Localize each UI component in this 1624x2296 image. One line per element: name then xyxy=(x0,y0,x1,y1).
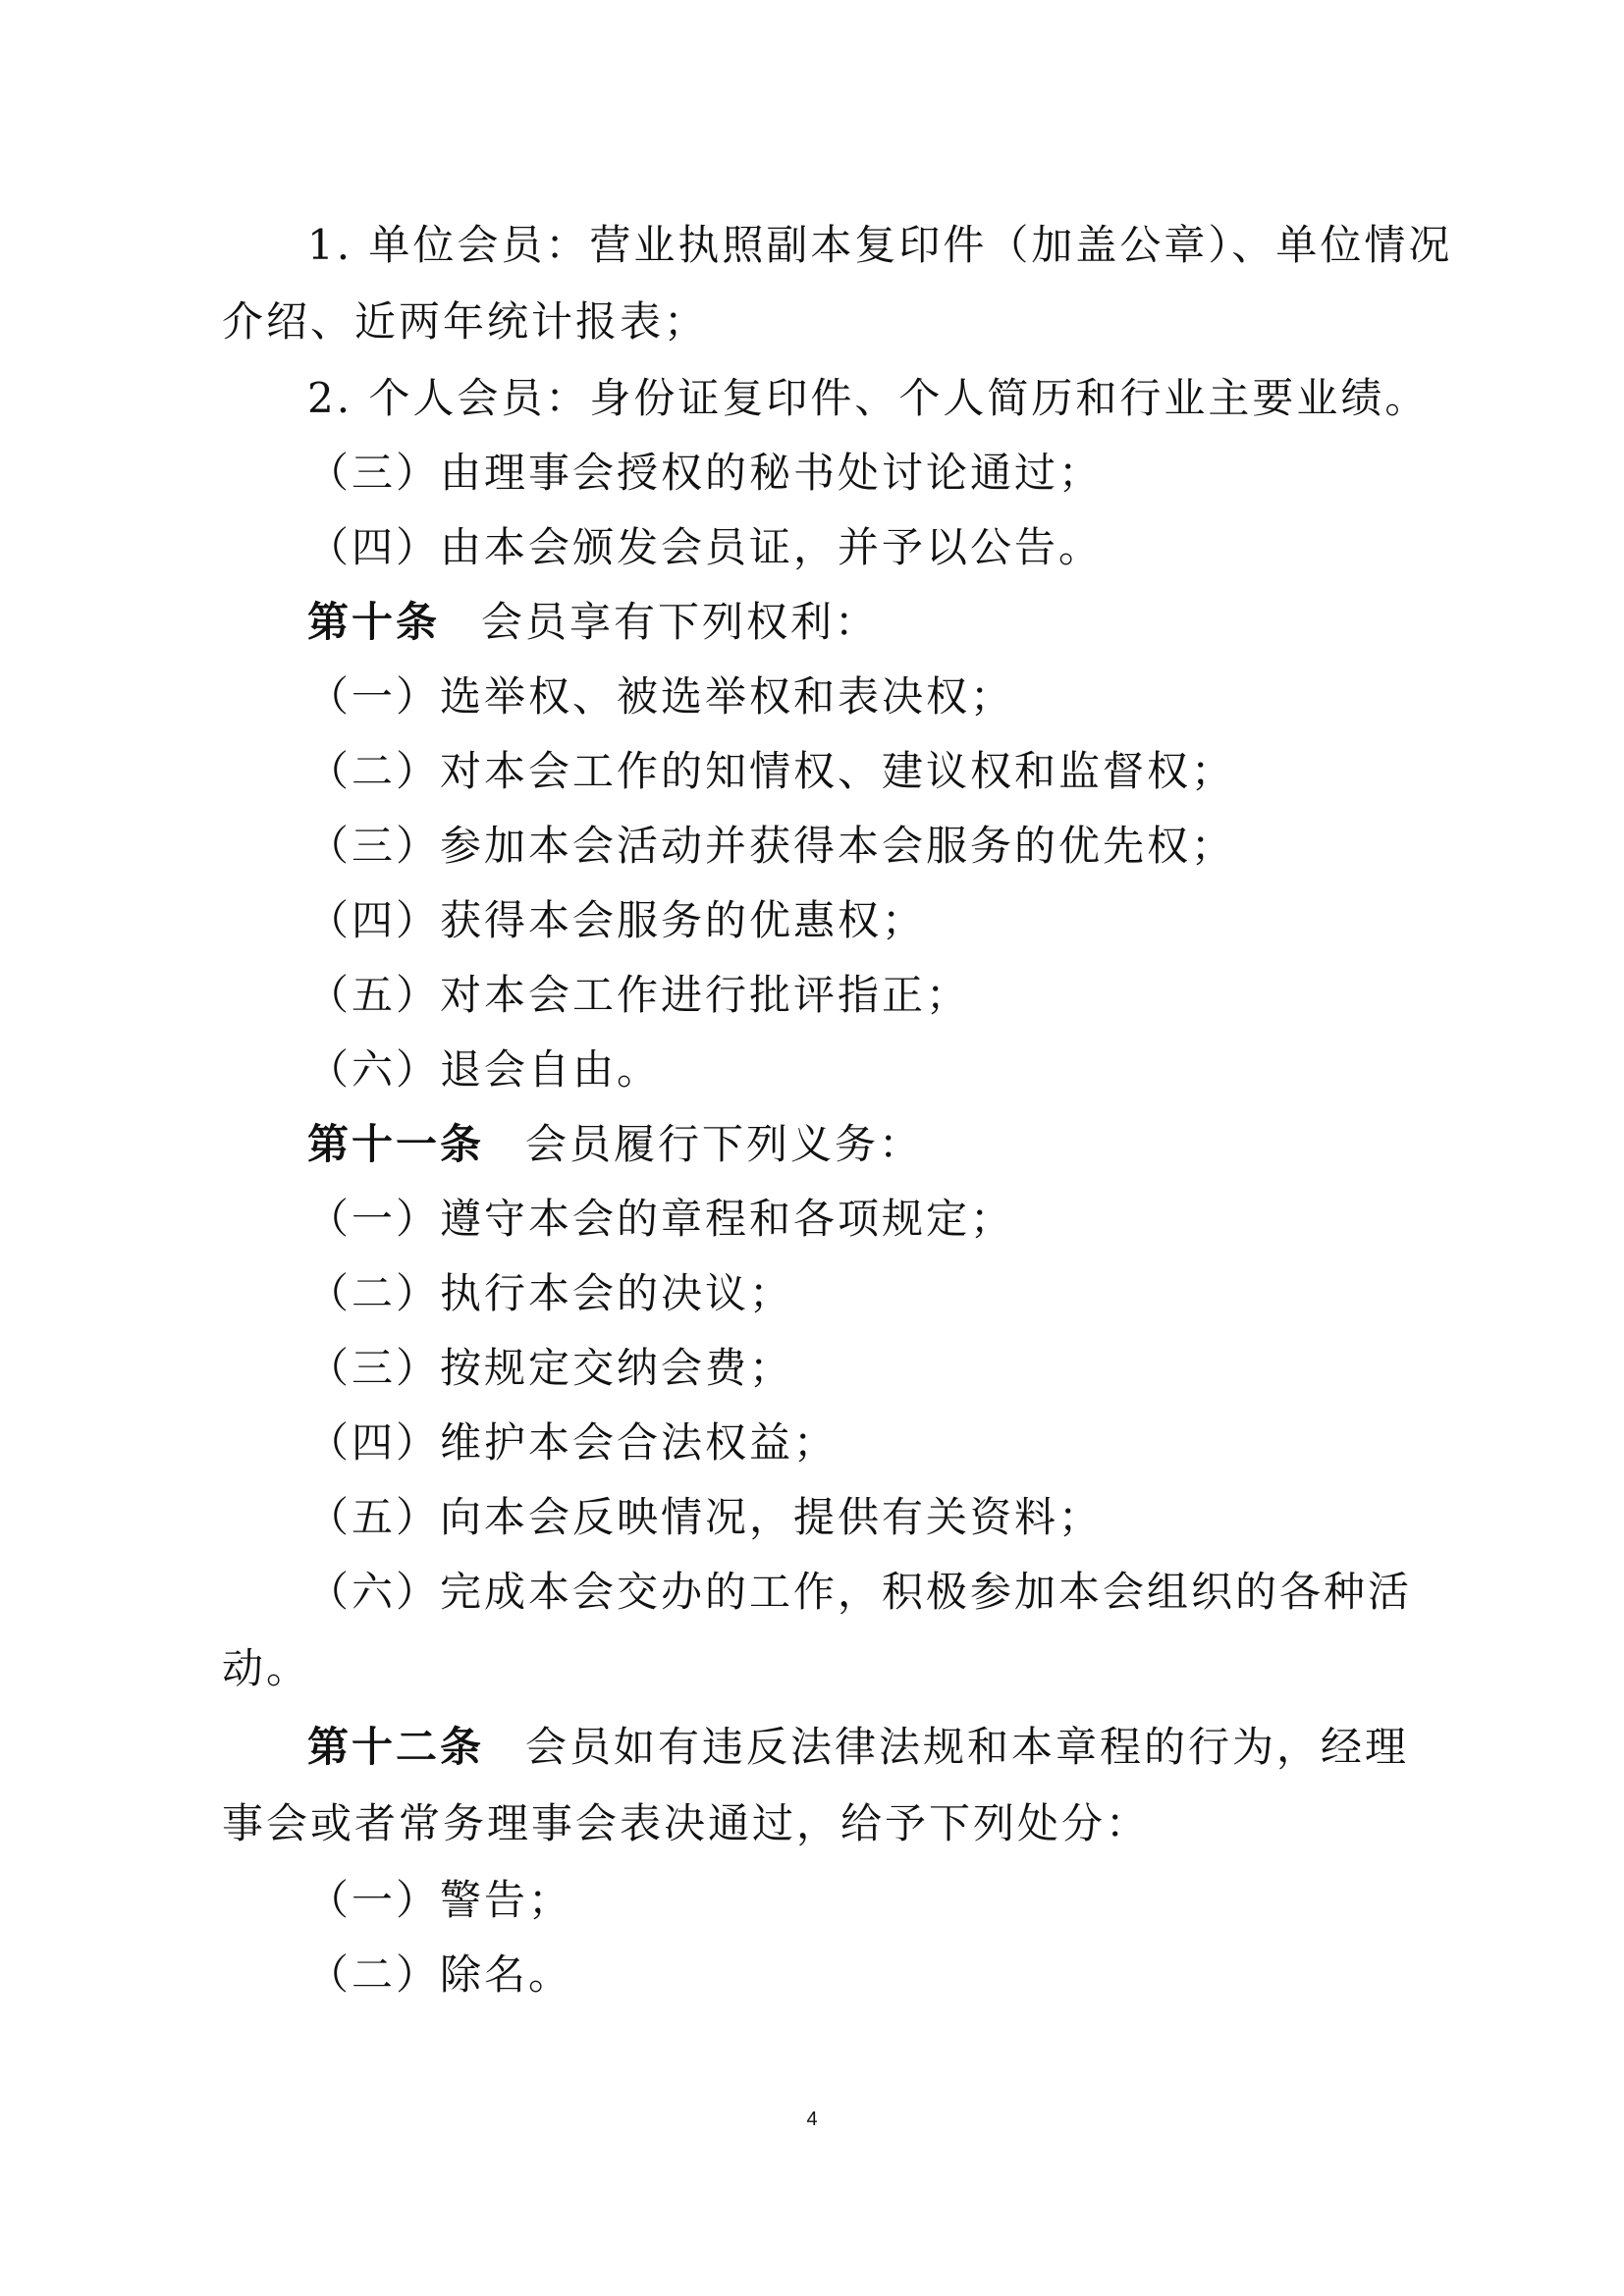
line-text: 会员履行下列义务： xyxy=(525,1120,924,1168)
article-11-heading xyxy=(0,1115,1624,1174)
clause-4-certificate xyxy=(0,518,1624,577)
line-text: （一）警告； xyxy=(307,1876,573,1924)
obligation-2 xyxy=(0,1264,1624,1323)
penalty-2 xyxy=(0,1946,1624,2004)
right-2 xyxy=(0,742,1624,801)
obligation-4 xyxy=(0,1414,1624,1472)
article-10-heading xyxy=(0,593,1624,652)
article-12-continued xyxy=(0,1794,1624,1853)
line-text: （二）执行本会的决议； xyxy=(307,1269,794,1317)
line-text: （六）退会自由。 xyxy=(307,1045,662,1094)
line-text: （四）由本会颁发会员证，并予以公告。 xyxy=(307,523,1104,571)
line-text: （五）对本会工作进行批评指正； xyxy=(307,971,971,1019)
penalty-1 xyxy=(0,1871,1624,1930)
line-text: （四）维护本会合法权益； xyxy=(307,1418,839,1467)
line-text: 动。 xyxy=(222,1644,311,1692)
item-unit-member-continued xyxy=(0,293,1624,351)
obligation-1 xyxy=(0,1190,1624,1249)
line-text: 事会或者常务理事会表决通过，给予下列处分： xyxy=(222,1799,1151,1847)
item-unit-member xyxy=(0,216,1624,275)
line-text: 会员享有下列权利： xyxy=(481,598,880,646)
right-5 xyxy=(0,966,1624,1025)
line-text: （二）对本会工作的知情权、建议权和监督权； xyxy=(307,747,1236,795)
line-text: （二）除名。 xyxy=(307,1950,573,1999)
line-text: （三）由理事会授权的秘书处讨论通过； xyxy=(307,449,1104,497)
clause-3-secretariat xyxy=(0,444,1624,503)
page-number: 4 xyxy=(806,2109,818,2130)
obligation-6-continued xyxy=(0,1639,1624,1698)
right-3 xyxy=(0,817,1624,876)
article-number: 第十二条 xyxy=(307,1723,485,1771)
obligation-6 xyxy=(0,1563,1624,1622)
line-text: （六）完成本会交办的工作，积极参加本会组织的各种活 xyxy=(307,1568,1413,1616)
item-individual-member xyxy=(0,369,1624,428)
line-text: 1. 单位会员：营业执照副本复印件（加盖公章）、单位情况 xyxy=(307,221,1453,269)
obligation-3 xyxy=(0,1339,1624,1398)
right-4 xyxy=(0,891,1624,950)
article-number: 第十一条 xyxy=(307,1120,485,1168)
line-text: （三）参加本会活动并获得本会服务的优先权； xyxy=(307,822,1236,870)
line-text: （五）向本会反映情况，提供有关资料； xyxy=(307,1493,1104,1541)
line-text: （一）遵守本会的章程和各项规定； xyxy=(307,1195,1015,1243)
line-text: （一）选举权、被选举权和表决权； xyxy=(307,672,1015,721)
article-12-heading xyxy=(0,1718,1624,1777)
right-6 xyxy=(0,1041,1624,1099)
line-text: 介绍、近两年统计报表； xyxy=(222,297,709,346)
right-1 xyxy=(0,667,1624,726)
line-text: （三）按规定交纳会费； xyxy=(307,1344,794,1392)
line-text: 2. 个人会员：身份证复印件、个人简历和行业主要业绩。 xyxy=(307,374,1430,422)
article-number: 第十条 xyxy=(307,598,441,646)
line-text: 会员如有违反法律法规和本章程的行为，经理 xyxy=(525,1723,1410,1771)
line-text: （四）获得本会服务的优惠权； xyxy=(307,896,927,944)
obligation-5 xyxy=(0,1488,1624,1547)
